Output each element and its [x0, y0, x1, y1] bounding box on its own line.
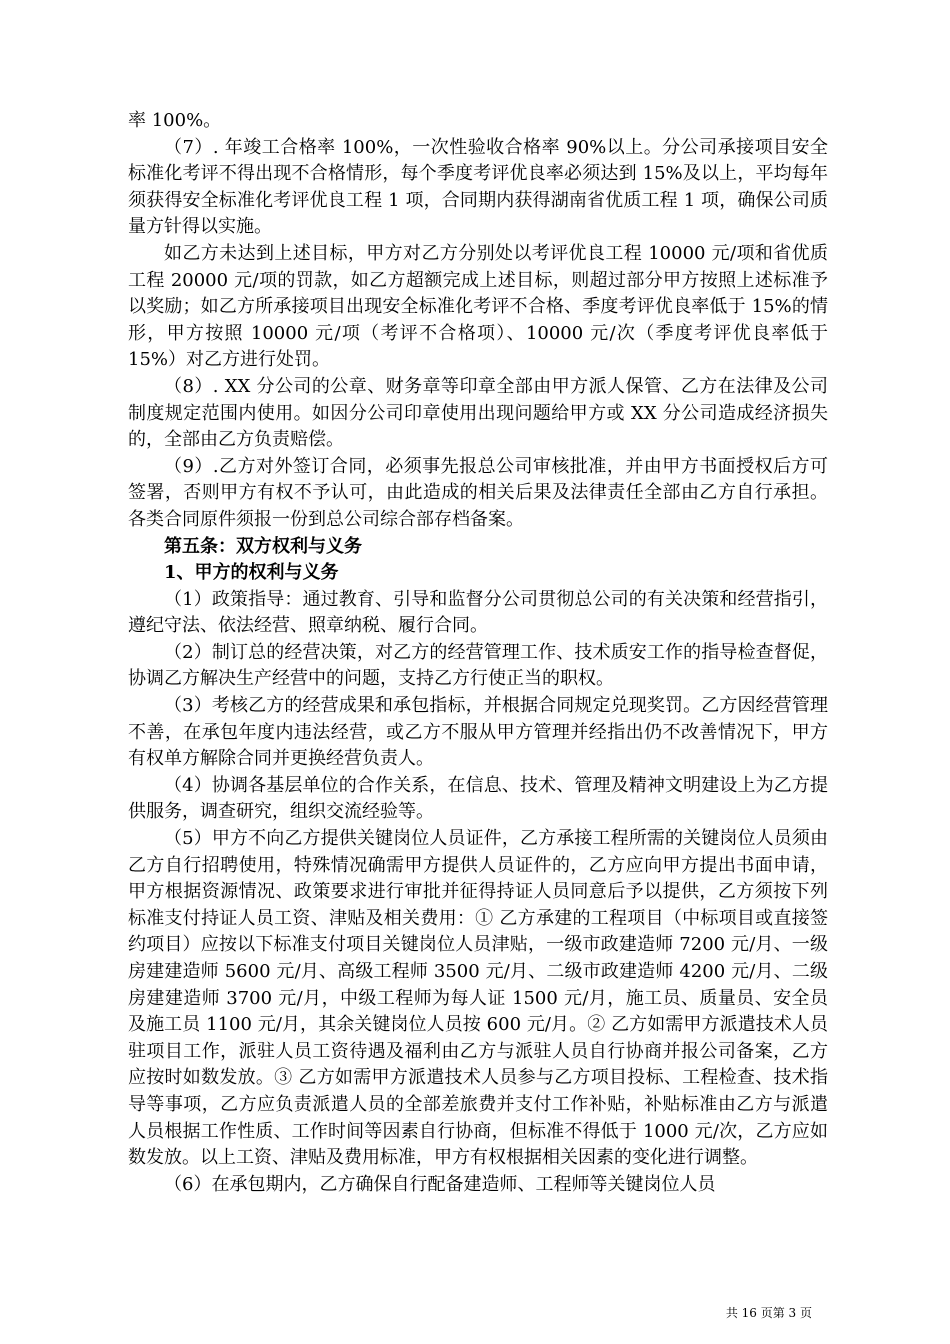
section-heading-article-5: 第五条：双方权利与义务	[164, 535, 362, 557]
paragraph-a-5: （5）甲方不向乙方提供关键岗位人员证件，乙方承接工程所需的关键岗位人员须由乙方自行招聘使用，特殊情况确需甲方提供人员证件的，乙方应向甲方提出书面申请，甲方根据资源情况、政策要求进行审批并征得持证人员同意后予以提供，乙方须按下列标准支付持证人员工资、津贴及相关费用：① 乙方承建的工程项目（中标项目或直接签约项目）应按以下标准支付项目关键岗位人员津贴，一级市政建造师 7200 元/月、一级房建建造师 5600 元/月、高级工程师 3500 元/月、二级市政建造师 4200 元/月、二级房建建造师 3700 元/月，中级工程师为每人证 1500 元/月，施工员、质量员、安全员及施工员 1100 元/月，其余关键岗位人员按 600 元/月。② 乙方如需甲方派遣技术人员驻项目工作，派驻人员工资待遇及福利由乙方与派驻人员自行协商并报公司备案，乙方应按时如数发放。③ 乙方如需甲方派遣技术人员参与乙方项目投标、工程检查、技术指导等事项，乙方应负责派遣人员的全部差旅费并支付工作补贴，补贴标准由乙方与派遣人员根据工作性质、工作时间等因素自行协商，但标准不得低于 1000 元/次，乙方应如数发放。以上工资、津贴及费用标准，甲方有权根据相关因素的变化进行调整。	[128, 828, 828, 1169]
subsection-heading-party-a: 1、甲方的权利与义务	[164, 562, 339, 584]
document-body	[128, 108, 828, 1198]
paragraph-a-6: （6）在承包期内，乙方确保自行配备建造师、工程师等关键岗位人员	[164, 1173, 716, 1195]
paragraph-item-8: （8）. XX 分公司的公章、财务章等印章全部由甲方派人保管、乙方在法律及公司制度规定范围内使用。如因分公司印章使用出现问题给甲方或 XX 分公司造成经济损失的，全部由乙方负责赔偿。	[128, 375, 828, 451]
paragraph-penalty: 如乙方未达到上述目标，甲方对乙方分别处以考评优良工程 10000 元/项和省优质工程 20000 元/项的罚款，如乙方超额完成上述目标，则超过部分甲方按照上述标准予以奖励；如乙方所承接项目出现安全标准化考评不合格、季度考评优良率低于 15%的情形，甲方按照 10000 元/项（考评不合格项）、10000 元/次（季度考评优良率低于 15%）对乙方进行处罚。	[128, 242, 828, 371]
paragraph-a-4: （4）协调各基层单位的合作关系，在信息、技术、管理及精神文明建设上为乙方提供服务，调查研究，组织交流经验等。	[128, 774, 828, 823]
paragraph-rate-continuation: 率 100%。	[128, 110, 222, 131]
paragraph-item-7: （7）. 年竣工合格率 100%，一次性验收合格率 90%以上。分公司承接项目安全标准化考评不得出现不合格情形，每个季度考评优良率必须达到 15%及以上，平均每年须获得安全标准化考评优良工程 1 项，合同期内获得湖南省优质工程 1 项，确保公司质量方针得以实施。	[128, 136, 828, 238]
paragraph-a-1: （1）政策指导：通过教育、引导和监督分公司贯彻总公司的有关决策和经营指引，遵纪守法、依法经营、照章纳税、履行合同。	[128, 588, 828, 637]
paragraph-a-3: （3）考核乙方的经营成果和承包指标，并根据合同规定兑现奖罚。乙方因经营管理不善，在承包年度内违法经营，或乙方不服从甲方管理并经指出仍不改善情况下，甲方有权单方解除合同并更换经营负责人。	[128, 695, 828, 770]
paragraph-a-2: （2）制订总的经营决策，对乙方的经营管理工作、技术质安工作的指导检查督促，协调乙方解决生产经营中的问题，支持乙方行使正当的职权。	[128, 641, 828, 690]
paragraph-item-9: （9）.乙方对外签订合同，必须事先报总公司审核批准，并由甲方书面授权后方可签署，否则甲方有权不予认可，由此造成的相关后果及法律责任全部由乙方自行承担。各类合同原件须报一份到总公司综合部存档备案。	[128, 455, 828, 530]
page-number-footer: 共 16 页第 3 页	[725, 1306, 812, 1320]
